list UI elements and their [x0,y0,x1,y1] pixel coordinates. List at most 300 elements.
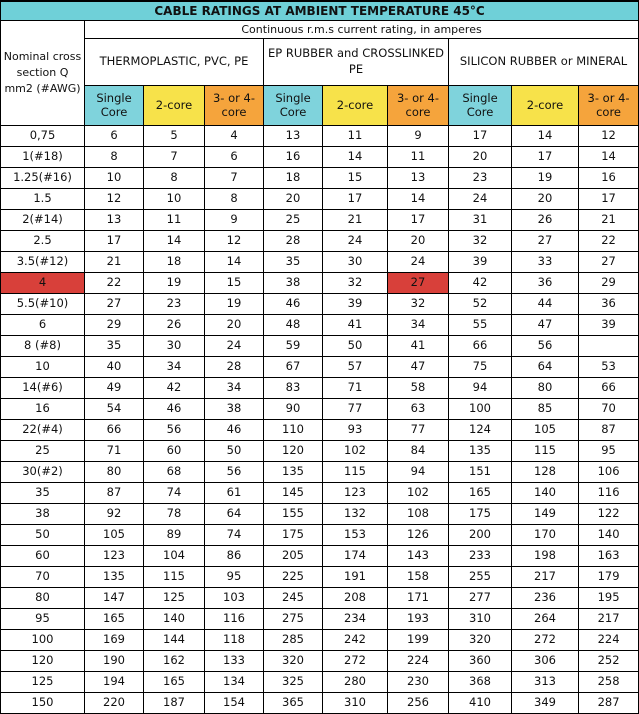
rating-cell: 287 [579,693,639,714]
rating-cell: 144 [144,630,205,651]
rating-cell: 8 [85,147,144,168]
rating-cell: 35 [85,336,144,357]
table-row [1,567,639,588]
rating-cell: 163 [579,546,639,567]
rating-cell: 40 [85,357,144,378]
rating-cell: 124 [449,420,512,441]
table-row [1,357,639,378]
rating-cell: 13 [388,168,449,189]
table-row [1,273,639,294]
rating-cell: 47 [388,357,449,378]
rating-cell: 94 [449,378,512,399]
rating-cell: 17 [85,231,144,252]
rating-cell: 57 [323,357,388,378]
table-row [1,294,639,315]
cross-section-cell: 3.5(#12) [1,252,85,273]
rating-cell: 208 [323,588,388,609]
rating-cell: 94 [388,462,449,483]
cross-section-cell: 95 [1,609,85,630]
rating-cell: 19 [512,168,579,189]
rating-cell: 16 [579,168,639,189]
rating-cell: 149 [512,504,579,525]
rating-cell: 39 [579,315,639,336]
rating-cell: 252 [579,651,639,672]
cross-section-cell: 70 [1,567,85,588]
rating-cell: 71 [85,441,144,462]
rating-cell: 30 [144,336,205,357]
rating-cell: 80 [85,462,144,483]
rating-cell: 46 [144,399,205,420]
rating-cell: 26 [144,315,205,336]
rating-cell: 12 [205,231,264,252]
rating-cell: 48 [264,315,323,336]
rating-cell: 5 [144,126,205,147]
table-row [1,147,639,168]
rating-cell: 19 [205,294,264,315]
rating-cell: 133 [205,651,264,672]
rating-cell: 14 [205,252,264,273]
cross-section-cell: 2.5 [1,231,85,252]
rating-cell: 68 [144,462,205,483]
rating-cell: 30 [323,252,388,273]
column-header-3-4-core: 3- or 4-core [388,86,449,126]
rating-cell: 56 [512,336,579,357]
rating-cell: 256 [388,693,449,714]
rating-cell: 187 [144,693,205,714]
rating-cell: 49 [85,378,144,399]
rating-cell: 35 [264,252,323,273]
table-row [1,441,639,462]
cross-section-cell: 16 [1,399,85,420]
rating-cell: 102 [323,441,388,462]
column-header-2-core: 2-core [512,86,579,126]
rating-cell: 27 [85,294,144,315]
rating-cell: 14 [579,147,639,168]
rating-cell: 36 [512,273,579,294]
rating-cell: 199 [388,630,449,651]
rating-cell: 20 [512,189,579,210]
rating-cell [579,336,639,357]
rating-cell: 17 [388,210,449,231]
cross-section-cell: 1.5 [1,189,85,210]
rating-cell: 118 [205,630,264,651]
rating-cell: 7 [144,147,205,168]
rating-cell: 25 [264,210,323,231]
cross-section-cell: 100 [1,630,85,651]
rating-cell: 29 [85,315,144,336]
rating-cell: 38 [205,399,264,420]
rating-cell: 10 [85,168,144,189]
cross-section-cell: 25 [1,441,85,462]
rating-cell: 41 [388,336,449,357]
rating-cell: 285 [264,630,323,651]
rating-cell: 11 [388,147,449,168]
rating-cell: 174 [323,546,388,567]
rating-cell: 147 [85,588,144,609]
rating-cell: 17 [449,126,512,147]
rating-cell: 135 [449,441,512,462]
cross-section-cell: 14(#6) [1,378,85,399]
cross-section-cell: 5.5(#10) [1,294,85,315]
rating-cell: 19 [144,273,205,294]
rating-cell: 36 [579,294,639,315]
group-header-ep-rubber: EP RUBBER and CROSSLINKED PE [264,39,449,86]
rating-cell: 52 [449,294,512,315]
rating-cell: 123 [323,483,388,504]
table-row [1,483,639,504]
rating-cell: 16 [264,147,323,168]
rating-cell: 18 [264,168,323,189]
rating-cell: 66 [85,420,144,441]
rating-cell: 58 [388,378,449,399]
rating-cell: 191 [323,567,388,588]
column-header-single-core: Single Core [449,86,512,126]
rating-cell: 24 [388,252,449,273]
rating-cell: 21 [85,252,144,273]
rating-cell: 169 [85,630,144,651]
rating-cell: 110 [264,420,323,441]
rating-cell: 61 [205,483,264,504]
rating-cell: 87 [85,483,144,504]
rating-cell: 8 [144,168,205,189]
rating-cell: 56 [205,462,264,483]
rating-cell: 70 [579,399,639,420]
rating-cell: 75 [449,357,512,378]
cross-section-cell: 4 [1,273,85,294]
rating-cell: 275 [264,609,323,630]
cross-section-cell: 50 [1,525,85,546]
rating-cell: 47 [512,315,579,336]
cross-section-cell: 35 [1,483,85,504]
rating-cell: 39 [323,294,388,315]
rating-cell: 17 [323,189,388,210]
rating-cell: 193 [388,609,449,630]
rating-cell: 64 [205,504,264,525]
rating-cell: 18 [144,252,205,273]
rating-cell: 8 [205,189,264,210]
rating-cell: 365 [264,693,323,714]
rating-cell: 42 [449,273,512,294]
rating-cell: 24 [323,231,388,252]
rating-cell: 165 [144,672,205,693]
rating-cell: 224 [388,651,449,672]
rating-cell: 92 [85,504,144,525]
rating-cell: 9 [388,126,449,147]
rating-cell: 34 [205,378,264,399]
rating-cell: 135 [85,567,144,588]
rating-cell: 132 [323,504,388,525]
rating-cell: 27 [579,252,639,273]
rating-cell: 23 [144,294,205,315]
rating-cell: 310 [449,609,512,630]
rating-cell: 233 [449,546,512,567]
rating-cell: 20 [388,231,449,252]
rating-cell: 23 [449,168,512,189]
rating-cell: 242 [323,630,388,651]
table-subtitle: Continuous r.m.s current rating, in amperes [85,21,639,39]
rating-cell: 140 [144,609,205,630]
rating-cell: 194 [85,672,144,693]
cross-section-cell: 80 [1,588,85,609]
cross-section-cell: 22(#4) [1,420,85,441]
rating-cell: 86 [205,546,264,567]
column-header-3-4-core: 3- or 4-core [205,86,264,126]
cross-section-cell: 8 (#8) [1,336,85,357]
rating-cell: 115 [512,441,579,462]
rating-cell: 115 [144,567,205,588]
rating-cell: 143 [388,546,449,567]
rating-cell: 12 [85,189,144,210]
rating-cell: 108 [388,504,449,525]
rating-cell: 22 [85,273,144,294]
cross-section-cell: 10 [1,357,85,378]
rating-cell: 29 [579,273,639,294]
rating-cell: 44 [512,294,579,315]
rating-cell: 80 [512,378,579,399]
rating-cell: 46 [205,420,264,441]
cross-section-cell: 120 [1,651,85,672]
table-row [1,168,639,189]
rating-cell: 103 [205,588,264,609]
table-row [1,525,639,546]
rating-cell: 33 [512,252,579,273]
cross-section-cell: 38 [1,504,85,525]
rating-cell: 122 [579,504,639,525]
rating-cell: 175 [449,504,512,525]
rating-cell: 255 [449,567,512,588]
rating-cell: 74 [144,483,205,504]
rating-cell: 205 [264,546,323,567]
rating-cell: 145 [264,483,323,504]
table-row [1,210,639,231]
rating-cell: 95 [205,567,264,588]
table-row [1,630,639,651]
rating-cell: 9 [205,210,264,231]
rating-cell: 120 [264,441,323,462]
rating-cell: 46 [264,294,323,315]
table-row [1,609,639,630]
rating-cell: 64 [512,357,579,378]
cross-section-cell: 0,75 [1,126,85,147]
rating-cell: 14 [144,231,205,252]
column-header-single-core: Single Core [85,86,144,126]
rating-cell: 17 [579,189,639,210]
rating-cell: 100 [449,399,512,420]
rating-cell: 140 [579,525,639,546]
rating-cell: 320 [449,630,512,651]
group-header-thermoplastic: THERMOPLASTIC, PVC, PE [85,39,264,86]
cross-section-header: Nominal cross section Q mm2 (#AWG) [1,21,85,126]
rating-cell: 155 [264,504,323,525]
rating-cell: 66 [449,336,512,357]
rating-cell: 50 [323,336,388,357]
rating-cell: 87 [579,420,639,441]
table-row [1,651,639,672]
rating-cell: 190 [85,651,144,672]
table-row [1,672,639,693]
table-row [1,693,639,714]
rating-cell: 236 [512,588,579,609]
rating-cell: 67 [264,357,323,378]
rating-cell: 230 [388,672,449,693]
rating-cell: 22 [579,231,639,252]
table-row [1,231,639,252]
rating-cell: 32 [323,273,388,294]
rating-cell: 105 [85,525,144,546]
rating-cell: 310 [323,693,388,714]
rating-cell: 306 [512,651,579,672]
rating-cell: 26 [512,210,579,231]
rating-cell: 71 [323,378,388,399]
rating-cell: 27 [512,231,579,252]
rating-cell: 280 [323,672,388,693]
rating-cell: 128 [512,462,579,483]
rating-cell: 63 [388,399,449,420]
rating-cell: 6 [85,126,144,147]
rating-cell: 195 [579,588,639,609]
rating-cell: 165 [85,609,144,630]
rating-cell: 14 [388,189,449,210]
cross-section-cell: 30(#2) [1,462,85,483]
table-row [1,315,639,336]
rating-cell: 20 [449,147,512,168]
rating-cell: 368 [449,672,512,693]
rating-cell: 89 [144,525,205,546]
rating-cell: 200 [449,525,512,546]
cross-section-cell: 125 [1,672,85,693]
table-row [1,189,639,210]
rating-cell: 93 [323,420,388,441]
rating-cell: 154 [205,693,264,714]
rating-cell: 115 [323,462,388,483]
rating-cell: 217 [579,609,639,630]
rating-cell: 158 [388,567,449,588]
rating-cell: 320 [264,651,323,672]
rating-cell: 38 [264,273,323,294]
rating-cell: 20 [264,189,323,210]
rating-cell: 171 [388,588,449,609]
rating-cell: 162 [144,651,205,672]
rating-cell: 224 [579,630,639,651]
rating-cell: 42 [144,378,205,399]
rating-cell: 32 [388,294,449,315]
table-row [1,546,639,567]
rating-cell: 175 [264,525,323,546]
rating-cell: 20 [205,315,264,336]
rating-cell: 15 [205,273,264,294]
rating-cell: 14 [512,126,579,147]
cross-section-cell: 1.25(#16) [1,168,85,189]
rating-cell: 27 [388,273,449,294]
rating-cell: 41 [323,315,388,336]
rating-cell: 170 [512,525,579,546]
column-header-3-4-core: 3- or 4-core [579,86,639,126]
rating-cell: 15 [323,168,388,189]
rating-cell: 7 [205,168,264,189]
rating-cell: 39 [449,252,512,273]
rating-cell: 325 [264,672,323,693]
cross-section-cell: 150 [1,693,85,714]
rating-cell: 116 [205,609,264,630]
rating-cell: 84 [388,441,449,462]
table-row [1,420,639,441]
rating-cell: 31 [449,210,512,231]
rating-cell: 360 [449,651,512,672]
table-row [1,588,639,609]
rating-cell: 245 [264,588,323,609]
rating-cell: 95 [579,441,639,462]
rating-cell: 34 [388,315,449,336]
rating-cell: 85 [512,399,579,420]
rating-cell: 66 [579,378,639,399]
rating-cell: 264 [512,609,579,630]
rating-cell: 125 [144,588,205,609]
rating-cell: 53 [579,357,639,378]
rating-cell: 13 [264,126,323,147]
rating-cell: 102 [388,483,449,504]
rating-cell: 179 [579,567,639,588]
rating-cell: 50 [205,441,264,462]
rating-cell: 77 [388,420,449,441]
rating-cell: 24 [205,336,264,357]
rating-cell: 165 [449,483,512,504]
table-row [1,126,639,147]
rating-cell: 14 [323,147,388,168]
rating-cell: 153 [323,525,388,546]
rating-cell: 234 [323,609,388,630]
rating-cell: 225 [264,567,323,588]
column-header-2-core: 2-core [144,86,205,126]
rating-cell: 60 [144,441,205,462]
rating-cell: 11 [323,126,388,147]
rating-cell: 21 [323,210,388,231]
column-header-single-core: Single Core [264,86,323,126]
rating-cell: 28 [264,231,323,252]
rating-cell: 28 [205,357,264,378]
rating-cell: 4 [205,126,264,147]
cross-section-cell: 1(#18) [1,147,85,168]
rating-cell: 220 [85,693,144,714]
rating-cell: 77 [323,399,388,420]
rating-cell: 134 [205,672,264,693]
rating-cell: 272 [512,630,579,651]
rating-cell: 54 [85,399,144,420]
rating-cell: 24 [449,189,512,210]
rating-cell: 83 [264,378,323,399]
rating-cell: 126 [388,525,449,546]
rating-cell: 258 [579,672,639,693]
rating-cell: 11 [144,210,205,231]
table-title: CABLE RATINGS AT AMBIENT TEMPERATURE 45°C [1,1,639,21]
rating-cell: 17 [512,147,579,168]
rating-cell: 277 [449,588,512,609]
rating-cell: 56 [144,420,205,441]
cross-section-cell: 60 [1,546,85,567]
rating-cell: 32 [449,231,512,252]
rating-cell: 272 [323,651,388,672]
rating-cell: 140 [512,483,579,504]
rating-cell: 105 [512,420,579,441]
rating-cell: 135 [264,462,323,483]
rating-cell: 74 [205,525,264,546]
table-row [1,462,639,483]
group-header-silicon-rubber: SILICON RUBBER or MINERAL [449,39,639,86]
rating-cell: 12 [579,126,639,147]
rating-cell: 217 [512,567,579,588]
rating-cell: 90 [264,399,323,420]
rating-cell: 116 [579,483,639,504]
table-row [1,399,639,420]
